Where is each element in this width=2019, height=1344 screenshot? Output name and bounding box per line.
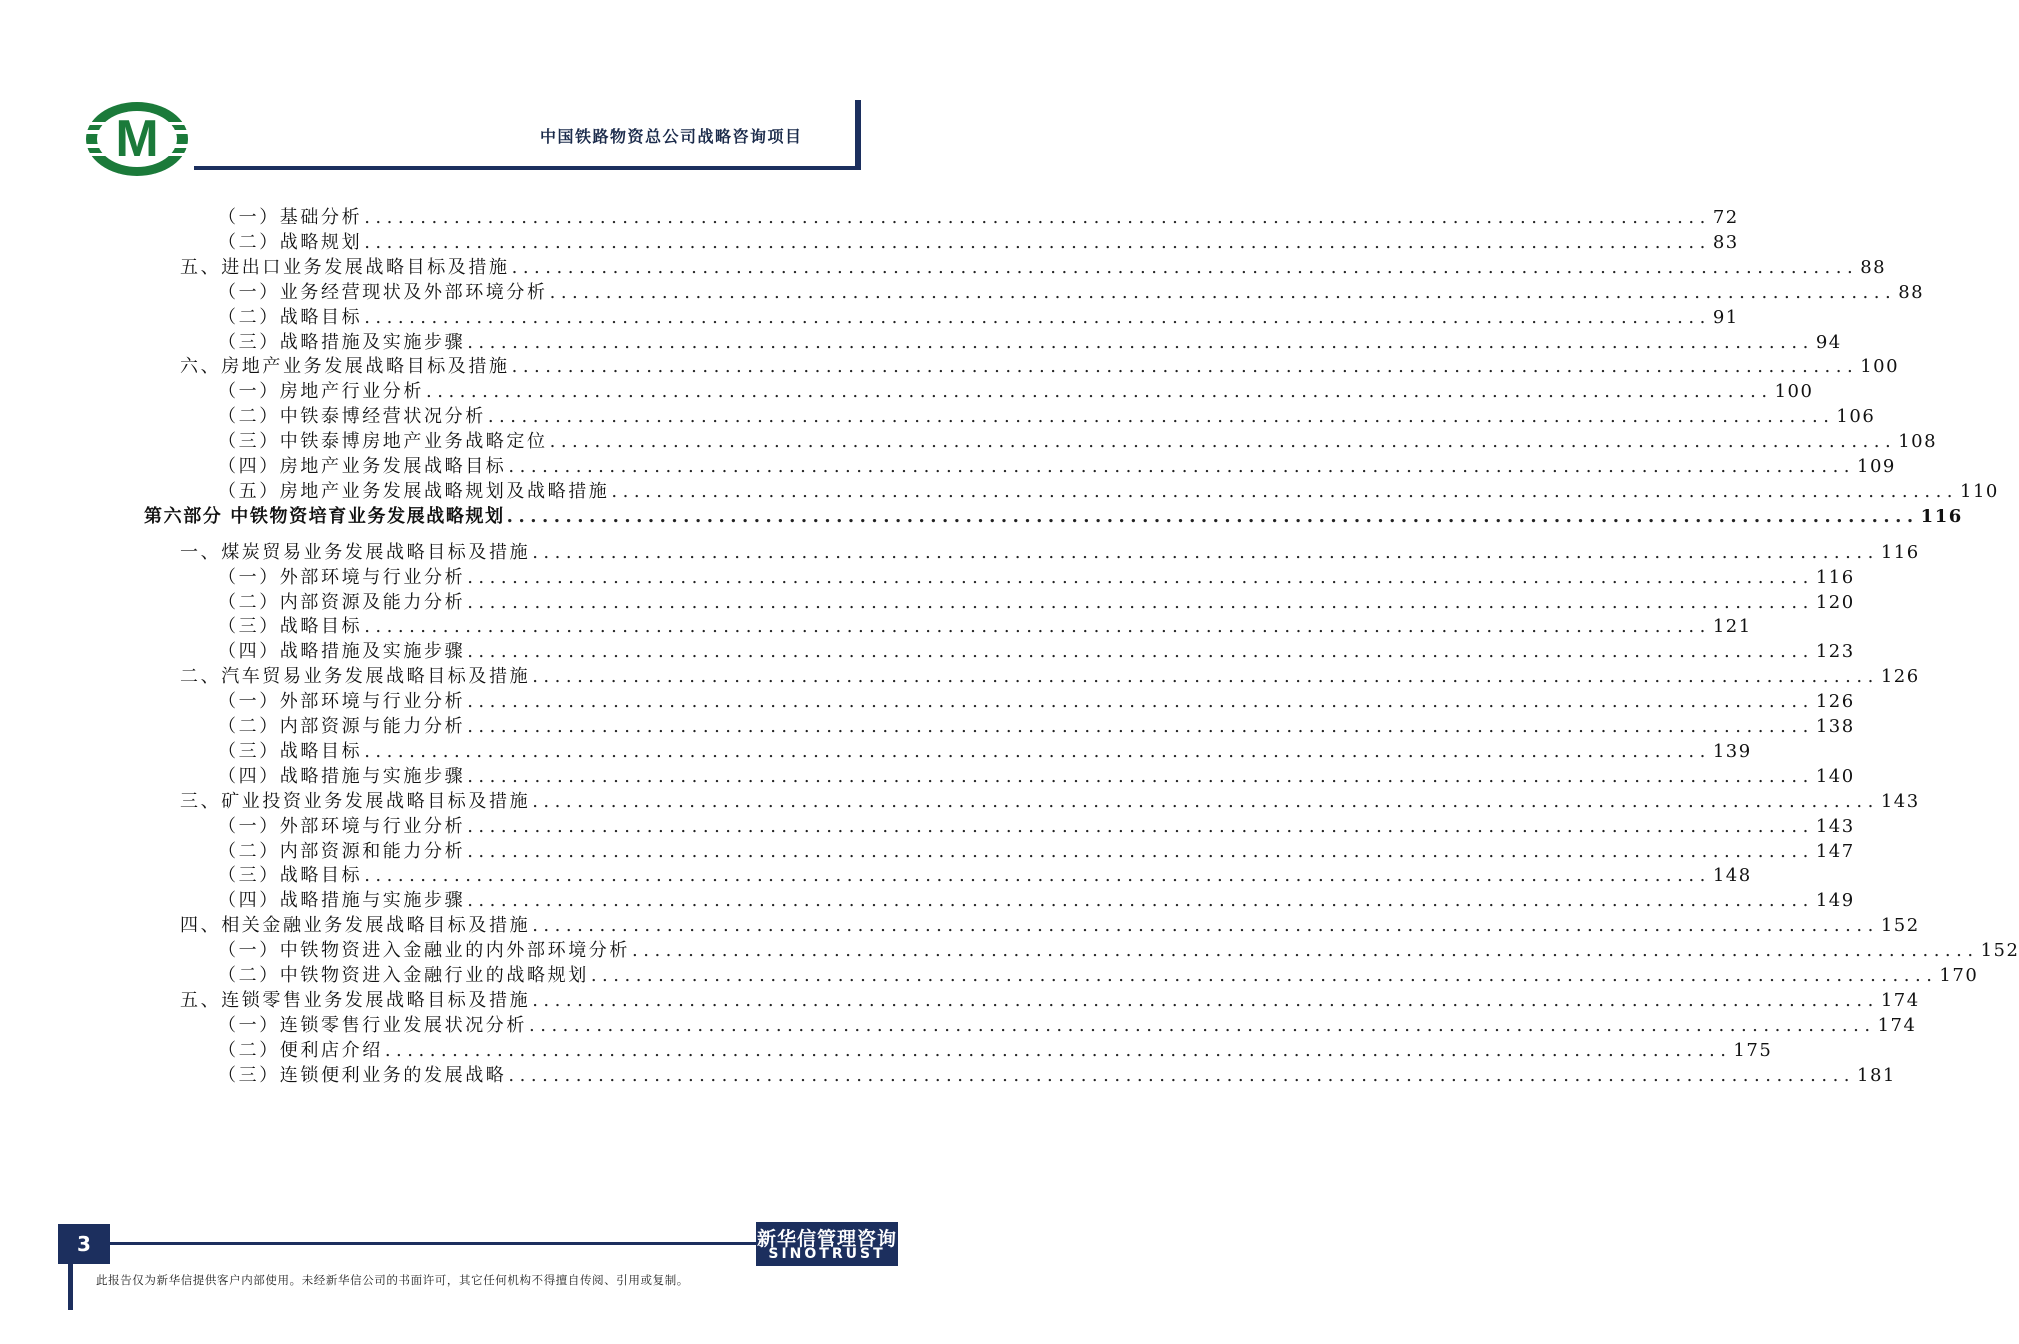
disclaimer: 此报告仅为新华信提供客户内部使用。未经新华信公司的书面许可，其它任何机构不得擅自传阅、引用或复制。 (96, 1273, 689, 1287)
toc-entry-page: 149 (1815, 890, 1855, 912)
toc-entry-page: 123 (1815, 641, 1855, 663)
toc-entry-page: 116 (1815, 566, 1855, 588)
toc-entry[interactable] (218, 402, 1876, 428)
toc-leader-dots: ........................................................................................................................ (384, 1039, 1732, 1061)
toc-leader-dots: ........................................................................................................................ (467, 641, 1814, 663)
sinotrust-logo (756, 1222, 898, 1266)
toc-leader-dots: ........................................................................................................................ (532, 915, 1879, 937)
toc-leader-dots: ........................................................................................................................ (467, 890, 1814, 912)
toc-entry-title: 三、矿业投资业务发展战略目标及措施 (180, 790, 531, 812)
toc-entry[interactable] (218, 278, 1925, 303)
toc-entry-page: 120 (1815, 591, 1855, 613)
toc-entry-title: 二、汽车贸易业务发展战略目标及措施 (180, 666, 531, 688)
footer-rule (110, 1242, 760, 1245)
toc-entry-title: 四、相关金融业务发展战略目标及措施 (180, 915, 531, 937)
toc-leader-dots: ........................................................................................................................ (364, 306, 1711, 328)
toc-leader-dots: ........................................................................................................................ (532, 541, 1879, 563)
toc-entry[interactable] (218, 637, 1855, 663)
toc-entry-page: 175 (1733, 1039, 1773, 1061)
toc-entry-page: 126 (1880, 666, 1920, 688)
toc-entry[interactable] (180, 911, 1920, 937)
toc-entry-title: （四）战略措施与实施步骤 (218, 765, 466, 787)
header-vertical-bar (855, 100, 861, 170)
toc-entry-title: 一、煤炭贸易业务发展战略目标及措施 (180, 541, 531, 563)
toc-entry[interactable] (218, 961, 1979, 986)
toc-entry[interactable] (218, 1036, 1773, 1061)
toc-entry-page: 88 (1860, 256, 1887, 278)
toc-entry-title: （一）业务经营现状及外部环境分析 (218, 281, 548, 303)
toc-leader-dots: ........................................................................................................................ (467, 331, 1814, 353)
toc-entry-title: （一）基础分析 (218, 207, 363, 228)
toc-entry[interactable] (218, 228, 1739, 253)
toc-entry[interactable] (218, 936, 2019, 962)
toc-entry-page: 110 (1960, 480, 1999, 502)
toc-entry-page: 100 (1860, 356, 1900, 378)
toc-leader-dots: ........................................................................................................................ (487, 406, 1835, 428)
company-logo (84, 100, 190, 178)
toc-entry-title: （三）中铁泰博房地产业务战略定位 (218, 431, 548, 453)
toc-leader-dots: ........................................................................................................................ (508, 456, 1856, 477)
toc-entry-page: 91 (1712, 306, 1739, 328)
toc-entry[interactable] (218, 837, 1855, 862)
toc-entry-title: （二）内部资源及能力分析 (218, 591, 466, 613)
toc-leader-dots: ........................................................................................................................ (364, 865, 1711, 887)
footer-vertical-line (68, 1264, 73, 1310)
toc-entry-title: （三）战略目标 (218, 865, 363, 887)
toc-entry-title: （二）战略目标 (218, 306, 363, 328)
toc-entry-page: 116 (1880, 541, 1920, 563)
toc-part-heading[interactable] (144, 502, 1963, 527)
toc-entry-page: 83 (1712, 231, 1739, 253)
toc-entry[interactable] (218, 762, 1855, 787)
toc-entry-page: 109 (1857, 456, 1896, 477)
toc-entry-page: 147 (1815, 840, 1855, 862)
toc-leader-dots: ........................................................................................................................ (532, 790, 1879, 812)
toc-entry[interactable] (218, 328, 1842, 353)
toc-entry[interactable] (218, 427, 1938, 453)
toc-leader-dots: ........................................................................................................................ (467, 765, 1814, 787)
toc-entry[interactable] (218, 812, 1855, 837)
toc-entry[interactable] (218, 612, 1752, 638)
toc-entry-page: 143 (1880, 790, 1920, 812)
toc-entry[interactable] (218, 1011, 1917, 1036)
toc-entry-page: 139 (1712, 740, 1752, 762)
toc-entry-page: 143 (1815, 815, 1855, 837)
toc-entry-title: （三）战略措施及实施步骤 (218, 331, 466, 353)
toc-entry-title: （二）便利店介绍 (218, 1039, 383, 1061)
toc-entry-title: （四）房地产业务发展战略目标 (218, 456, 507, 477)
toc-leader-dots: ........................................................................................................................ (364, 207, 1711, 228)
toc-entry-page: 170 (1939, 965, 1979, 986)
toc-leader-dots: ........................................................................................................................ (467, 591, 1814, 613)
toc-leader-dots: ........................................................................................................................ (529, 1014, 1876, 1036)
header-title: 中国铁路物资总公司战略咨询项目 (540, 127, 803, 146)
toc-entry-title: （二）战略规划 (218, 231, 363, 253)
toc-entry-page: 152 (1880, 915, 1920, 937)
toc-entry-page: 116 (1920, 505, 1963, 527)
page-number: 3 (58, 1224, 110, 1264)
toc-entry-title: （二）中铁物资进入金融行业的战略规划 (218, 965, 589, 986)
toc-leader-dots: ........................................................................................................................ (511, 256, 1859, 278)
toc-leader-dots: ........................................................................................................................ (426, 381, 1773, 403)
toc-entry-title: （三）战略目标 (218, 740, 363, 762)
toc-entry-title: 第六部分 中铁物资培育业务发展战略规划 (144, 505, 505, 527)
toc-leader-dots: ........................................................................................................................ (611, 480, 1959, 502)
toc-entry-page: 106 (1836, 406, 1876, 428)
toc-entry[interactable] (180, 662, 1920, 688)
toc-entry[interactable] (218, 203, 1739, 228)
toc-entry-title: （一）外部环境与行业分析 (218, 691, 466, 713)
toc-entry[interactable] (180, 253, 1887, 278)
toc-leader-dots: ........................................................................................................................ (364, 740, 1711, 762)
toc-entry-title: （四）战略措施与实施步骤 (218, 890, 466, 912)
toc-entry-page: 126 (1815, 691, 1855, 713)
toc-entry[interactable] (180, 787, 1920, 812)
toc-entry-page: 88 (1898, 281, 1925, 303)
toc-entry-title: （一）连锁零售行业发展状况分析 (218, 1014, 527, 1036)
toc-entry-title: （三）连锁便利业务的发展战略 (218, 1064, 507, 1086)
toc-entry-title: （三）战略目标 (218, 616, 363, 638)
toc-entry[interactable] (218, 588, 1855, 613)
toc-entry-page: 72 (1712, 207, 1739, 228)
header-rule (194, 166, 861, 170)
toc-entry-page: 181 (1857, 1064, 1896, 1086)
toc-leader-dots: ........................................................................................................................ (506, 505, 1919, 527)
toc-entry-page: 174 (1880, 989, 1920, 1011)
toc-leader-dots: ........................................................................................................................ (590, 965, 1938, 986)
toc-entry-title: （二）内部资源与能力分析 (218, 716, 466, 737)
toc-entry[interactable] (180, 352, 1900, 378)
toc-entry-page: 152 (1980, 940, 2019, 962)
toc-entry[interactable] (218, 377, 1814, 403)
toc-entry[interactable] (218, 1061, 1896, 1086)
toc-leader-dots: ........................................................................................................................ (467, 815, 1814, 837)
toc-entry-title: 五、进出口业务发展战略目标及措施 (180, 256, 510, 278)
toc-leader-dots: ........................................................................................................................ (364, 616, 1711, 638)
toc-entry-page: 94 (1815, 331, 1842, 353)
toc-entry[interactable] (218, 687, 1855, 713)
toc-entry-title: （一）外部环境与行业分析 (218, 815, 466, 837)
toc-leader-dots: ........................................................................................................................ (508, 1064, 1856, 1086)
toc-leader-dots: ........................................................................................................................ (532, 989, 1879, 1011)
toc-leader-dots: ........................................................................................................................ (364, 231, 1711, 253)
toc-entry-page: 100 (1774, 381, 1814, 403)
toc-leader-dots: ........................................................................................................................ (467, 840, 1814, 862)
toc-entry[interactable] (218, 886, 1855, 912)
toc-entry[interactable] (218, 563, 1855, 588)
sinotrust-logo-en: SINOTRUST (768, 1246, 886, 1262)
toc-entry-page: 174 (1877, 1014, 1917, 1036)
toc-entry[interactable] (218, 861, 1752, 887)
toc-entry-page: 108 (1898, 431, 1938, 453)
toc-leader-dots: ........................................................................................................................ (467, 716, 1814, 737)
toc-entry[interactable] (218, 452, 1896, 477)
toc-leader-dots: ........................................................................................................................ (467, 566, 1814, 588)
toc-entry-title: （四）战略措施及实施步骤 (218, 641, 466, 663)
toc-entry[interactable] (218, 737, 1752, 762)
toc-entry-title: （一）外部环境与行业分析 (218, 566, 466, 588)
toc-leader-dots: ........................................................................................................................ (511, 356, 1859, 378)
toc-leader-dots: ........................................................................................................................ (549, 431, 1897, 453)
toc-leader-dots: ........................................................................................................................ (549, 281, 1897, 303)
toc-entry[interactable] (218, 477, 1999, 502)
toc-entry-page: 138 (1815, 716, 1855, 737)
toc-entry-title: 六、房地产业务发展战略目标及措施 (180, 356, 510, 378)
logo-letter: M (115, 110, 159, 168)
toc-entry[interactable] (180, 538, 1920, 563)
toc-entry[interactable] (218, 712, 1855, 737)
toc-entry-page: 140 (1815, 765, 1855, 787)
sinotrust-logo-cn: 新华信管理咨询 (756, 1228, 897, 1250)
toc-entry-title: （一）房地产行业分析 (218, 381, 424, 403)
toc-leader-dots: ........................................................................................................................ (632, 940, 1979, 962)
toc-entry-page: 121 (1712, 616, 1752, 638)
toc-entry-title: （二）中铁泰博经营状况分析 (218, 406, 486, 428)
toc-entry[interactable] (180, 986, 1920, 1011)
toc-leader-dots: ........................................................................................................................ (532, 666, 1879, 688)
toc-leader-dots: ........................................................................................................................ (467, 691, 1814, 713)
toc-entry-title: （二）内部资源和能力分析 (218, 840, 466, 862)
toc-entry-title: （五）房地产业务发展战略规划及战略措施 (218, 480, 610, 502)
toc-entry-page: 148 (1712, 865, 1752, 887)
toc-entry-title: （一）中铁物资进入金融业的内外部环境分析 (218, 940, 630, 962)
toc-entry-title: 五、连锁零售业务发展战略目标及措施 (180, 989, 531, 1011)
toc-entry[interactable] (218, 303, 1739, 328)
